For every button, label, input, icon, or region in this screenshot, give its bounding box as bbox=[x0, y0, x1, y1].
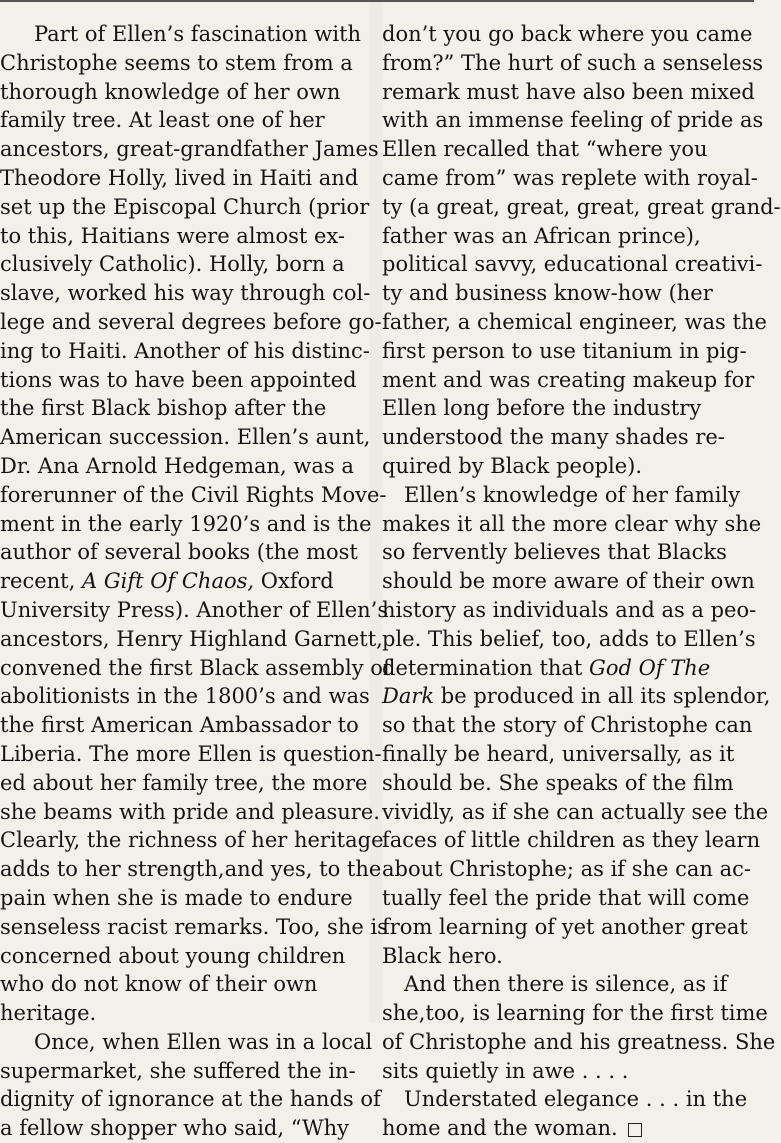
text-line bbox=[382, 826, 761, 855]
line-text: she,too, is learning for the first time bbox=[382, 1001, 768, 1026]
line-text: thorough knowledge of her own bbox=[0, 79, 341, 104]
text-line bbox=[382, 308, 767, 337]
text-line bbox=[382, 999, 768, 1028]
text-line bbox=[382, 49, 764, 78]
line-text: Once, when Ellen was in a local bbox=[34, 1029, 373, 1054]
end-of-article-mark bbox=[628, 1123, 642, 1137]
line-text: about Christophe; as if she can ac- bbox=[382, 857, 751, 882]
text-line bbox=[0, 970, 376, 999]
line-text: ancestors, Henry Highland Garnett, bbox=[0, 626, 383, 651]
line-text: from?” The hurt of such a senseless bbox=[382, 50, 764, 75]
text-line bbox=[0, 78, 376, 107]
text-line bbox=[0, 452, 376, 481]
line-text: history as individuals and as a peo- bbox=[382, 597, 757, 622]
text-line bbox=[0, 538, 376, 567]
text-line bbox=[0, 164, 376, 193]
text-line bbox=[0, 769, 376, 798]
line-text: slave, worked his way through col- bbox=[0, 281, 371, 306]
text-line bbox=[0, 49, 376, 78]
text-line bbox=[382, 798, 769, 827]
text-line bbox=[382, 193, 781, 222]
text-line bbox=[0, 510, 376, 539]
text-line bbox=[0, 20, 376, 49]
line-text: University Press). Another of Ellen’s bbox=[0, 597, 389, 622]
line-text: ty (a great, great, great, great grand- bbox=[382, 194, 781, 219]
line-text: first person to use titanium in pig- bbox=[382, 338, 747, 363]
text-line bbox=[382, 596, 757, 625]
line-text: father, a chemical engineer, was the bbox=[382, 309, 767, 334]
line-text: Liberia. The more Ellen is question- bbox=[0, 741, 382, 766]
line-text: ed about her family tree, the more bbox=[0, 770, 368, 795]
line-text: faces of little children as they learn bbox=[382, 828, 761, 853]
text-line bbox=[382, 106, 764, 135]
line-text: vividly, as if she can actually see the bbox=[382, 799, 769, 824]
text-line bbox=[0, 1085, 381, 1114]
line-text: Part of Ellen’s fascination with bbox=[34, 22, 362, 46]
line-text: Dr. Ana Arnold Hedgeman, was a bbox=[0, 453, 354, 478]
line-text: lege and several degrees before go- bbox=[0, 309, 382, 334]
text-line bbox=[0, 942, 376, 971]
line-text: set up the Episcopal Church (prior bbox=[0, 194, 370, 219]
line-text: Ellen long before the industry bbox=[382, 396, 702, 421]
text-line bbox=[0, 855, 382, 884]
line-text: tually feel the pride that will come bbox=[382, 885, 750, 910]
line-text: Ellen’s knowledge of her family bbox=[404, 482, 741, 507]
line-text: sits quietly in awe . . . . bbox=[382, 1058, 629, 1083]
line-text: she beams with pride and pleasure. bbox=[0, 799, 380, 824]
text-line bbox=[382, 970, 754, 999]
text-line bbox=[382, 452, 754, 481]
text-line bbox=[0, 654, 391, 683]
line-text: should be more aware of their own bbox=[382, 569, 755, 594]
line-text: concerned about young children bbox=[0, 943, 346, 968]
line-text: senseless racist remarks. Too, she is bbox=[0, 914, 388, 939]
line-text: with an immense feeling of pride as bbox=[382, 108, 764, 133]
line-text: ment and was creating makeup for bbox=[382, 367, 755, 392]
line-text-after: be produced in all its splendor, bbox=[434, 684, 771, 709]
line-text: convened the first Black assembly of bbox=[0, 655, 391, 680]
line-text: Clearly, the richness of her heritage bbox=[0, 828, 384, 853]
line-text: from learning of yet another great bbox=[382, 914, 748, 939]
line-text: should be. She speaks of the film bbox=[382, 770, 734, 795]
left-column bbox=[0, 20, 391, 1143]
text-line bbox=[0, 1057, 376, 1086]
text-line bbox=[382, 625, 754, 654]
line-text-after: Oxford bbox=[254, 569, 334, 594]
line-text: supermarket, she suffered the in- bbox=[0, 1058, 356, 1083]
line-text: dignity of ignorance at the hands of bbox=[0, 1087, 381, 1112]
text-line bbox=[0, 106, 376, 135]
text-line bbox=[382, 567, 754, 596]
text-line bbox=[382, 769, 754, 798]
line-text: don’t you go back where you came bbox=[382, 22, 753, 46]
text-line bbox=[0, 1028, 376, 1057]
line-text: clusively Catholic). Holly, born a bbox=[0, 252, 345, 277]
text-line bbox=[382, 1085, 754, 1114]
line-text: ing to Haiti. Another of his distinc- bbox=[0, 338, 370, 363]
line-text: pain when she is made to endure bbox=[0, 885, 353, 910]
text-line bbox=[382, 135, 754, 164]
line-text: so fervently believes that Blacks bbox=[382, 540, 727, 565]
line-text: Theodore Holly, lived in Haiti and bbox=[0, 165, 359, 190]
text-line bbox=[382, 1057, 754, 1086]
text-line bbox=[0, 193, 376, 222]
line-text: of Christophe and his greatness. She bbox=[382, 1029, 776, 1054]
line-text: the first American Ambassador to bbox=[0, 713, 359, 738]
text-line bbox=[0, 308, 382, 337]
text-line bbox=[382, 366, 754, 395]
line-text: so that the story of Christophe can bbox=[382, 713, 753, 738]
line-text: Christophe seems to stem from a bbox=[0, 50, 353, 75]
text-line bbox=[382, 78, 754, 107]
line-text: remark must have also been mixed bbox=[382, 79, 755, 104]
line-text: to this, Haitians were almost ex- bbox=[0, 223, 345, 248]
text-line bbox=[0, 567, 376, 596]
text-line bbox=[382, 682, 771, 711]
text-line bbox=[0, 884, 376, 913]
text-line bbox=[0, 913, 388, 942]
right-column bbox=[382, 20, 781, 1143]
line-text: makes it all the more clear why she bbox=[382, 511, 762, 536]
text-line bbox=[382, 1028, 776, 1057]
text-line bbox=[382, 510, 762, 539]
line-text: ancestors, great-grandfather James bbox=[0, 137, 379, 162]
text-line bbox=[0, 1114, 376, 1143]
text-line bbox=[0, 135, 379, 164]
text-line bbox=[382, 394, 754, 423]
line-text: recent, bbox=[0, 569, 82, 594]
line-text: ment in the early 1920’s and is the bbox=[0, 511, 372, 536]
text-line bbox=[0, 711, 376, 740]
text-line bbox=[382, 711, 754, 740]
line-text: who do not know of their own bbox=[0, 972, 318, 997]
text-line bbox=[0, 222, 376, 251]
text-line bbox=[0, 250, 376, 279]
text-line bbox=[382, 855, 754, 884]
text-line bbox=[382, 164, 758, 193]
line-text: Ellen recalled that “where you bbox=[382, 137, 708, 162]
text-line bbox=[0, 481, 387, 510]
italic-title: God Of The bbox=[589, 655, 711, 680]
line-text: Understated elegance . . . in the bbox=[404, 1087, 748, 1112]
text-line bbox=[0, 625, 383, 654]
line-text: a fellow shopper who said, “Why bbox=[0, 1116, 350, 1141]
line-text: came from” was replete with royal- bbox=[382, 165, 758, 190]
text-line bbox=[382, 913, 754, 942]
line-text: And then there is silence, as if bbox=[404, 972, 728, 997]
text-line bbox=[0, 337, 376, 366]
line-text: Black hero. bbox=[382, 943, 503, 968]
text-line bbox=[382, 423, 754, 452]
line-text: American succession. Ellen’s aunt, bbox=[0, 425, 371, 450]
text-line bbox=[0, 740, 382, 769]
text-line bbox=[382, 222, 754, 251]
line-text: understood the many shades re- bbox=[382, 425, 725, 450]
text-line bbox=[382, 740, 754, 769]
italic-title: Dark bbox=[382, 684, 435, 709]
line-text: finally be heard, universally, as it bbox=[382, 741, 735, 766]
text-line bbox=[382, 250, 763, 279]
text-line bbox=[0, 682, 376, 711]
line-text: adds to her strength,and yes, to the bbox=[0, 857, 382, 882]
text-line bbox=[0, 596, 389, 625]
text-line bbox=[382, 20, 754, 49]
text-line bbox=[0, 826, 384, 855]
text-line bbox=[0, 366, 376, 395]
line-text: political savvy, educational creativi- bbox=[382, 252, 763, 277]
text-line bbox=[382, 942, 754, 971]
text-line bbox=[382, 654, 754, 683]
line-text: abolitionists in the 1800’s and was bbox=[0, 684, 370, 709]
text-line bbox=[0, 394, 376, 423]
italic-title: A Gift Of Chaos, bbox=[81, 569, 255, 594]
text-line bbox=[0, 999, 376, 1028]
line-text: determination that bbox=[382, 655, 590, 680]
line-text: family tree. At least one of her bbox=[0, 108, 325, 133]
line-text: ty and business know-how (her bbox=[382, 281, 713, 306]
line-text: father was an African prince), bbox=[382, 223, 701, 248]
line-text: tions was to have been appointed bbox=[0, 367, 357, 392]
text-line bbox=[382, 1114, 754, 1143]
text-line bbox=[382, 884, 754, 913]
line-text: the first Black bishop after the bbox=[0, 396, 327, 421]
line-text: heritage. bbox=[0, 1001, 97, 1026]
text-line bbox=[0, 798, 380, 827]
line-text: author of several books (the most bbox=[0, 540, 358, 565]
text-line bbox=[0, 279, 376, 308]
text-line bbox=[0, 423, 376, 452]
text-line bbox=[382, 337, 754, 366]
text-line bbox=[382, 279, 754, 308]
line-text: home and the woman. bbox=[382, 1116, 618, 1141]
line-text: ple. This belief, too, adds to Ellen’s bbox=[382, 626, 756, 651]
text-line bbox=[382, 481, 754, 510]
line-text: quired by Black people). bbox=[382, 453, 643, 478]
line-text: forerunner of the Civil Rights Move- bbox=[0, 482, 387, 507]
text-line bbox=[382, 538, 754, 567]
